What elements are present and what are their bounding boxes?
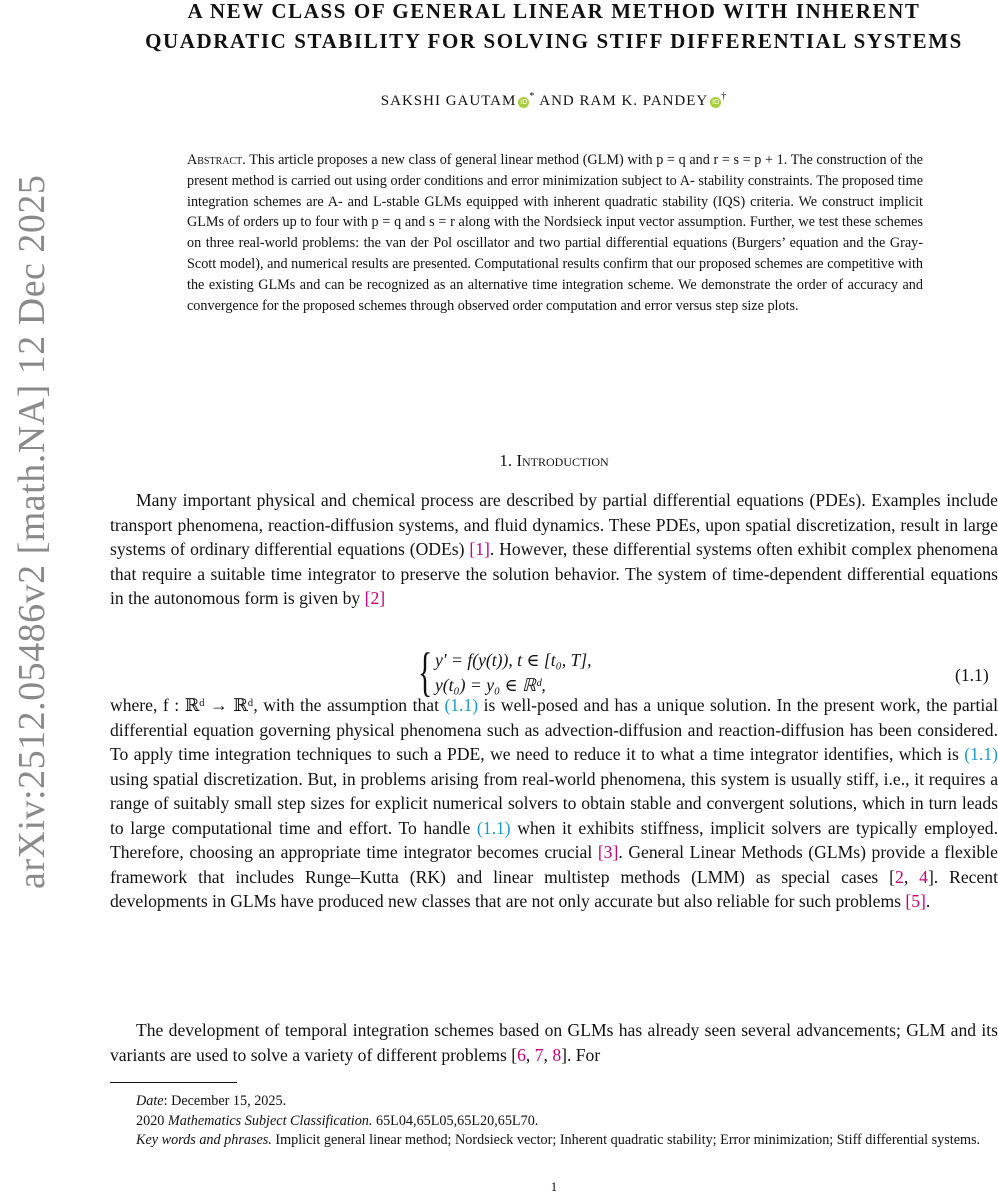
- author-1-mark: *: [529, 91, 536, 102]
- author-line: [110, 91, 998, 110]
- footnote-keywords-value: Implicit general linear method; Nordsieck vector; Inherent quadratic stability; Error minimization; Stiff differential systems.: [271, 1132, 981, 1149]
- arxiv-identifier-stamp[interactable]: arXiv:2512.05486v2 [math.NA] 12 Dec 2025: [11, 174, 53, 889]
- p3-text-b: ]. For: [561, 1044, 601, 1065]
- page-number: 1: [550, 1179, 558, 1194]
- abstract: [187, 150, 923, 316]
- section-number: 1.: [499, 451, 513, 470]
- citation-separator: ,: [543, 1044, 553, 1065]
- author-1-name: SAKSHI GAUTAM: [380, 93, 517, 109]
- footnote-date-label: Date: [136, 1093, 164, 1109]
- paragraph-2: [110, 693, 998, 914]
- p3-text-a: The development of temporal integration schemes based on GLMs has already seen several advancements; GLM and its variants are used to solve a variety of different problems [: [110, 1020, 998, 1065]
- equation-brace: {: [418, 642, 433, 702]
- footnote-msc-year: 2020: [136, 1112, 168, 1129]
- citation-link[interactable]: [3]: [597, 842, 619, 862]
- citation-separator: ,: [903, 866, 920, 887]
- equation-reference-link[interactable]: (1.1): [444, 695, 479, 715]
- abstract-text: This article proposes a new class of general linear method (GLM) with p = q and r = s = p + 1. The construction of the present method is carried out using order conditions and error minimization subject to A- stability constraints. The proposed time integration schemes are A- and L-stable GLMs equipped with inherent quadratic stability (IQS) criteria. We construct implicit GLMs of orders up to four with p = q and s = r along with the Nordsieck input vector assumption. Further, we test these schemes on three real-world problems: the van der Pol oscillator and two partial differential equations (Burgers’ equation and the Gray-Scott model), and numerical results are presented. Computational results confirm that our proposed schemes are competitive with the existing GLMs and can be recognized as an alternative time integration scheme. We demonstrate the order of accuracy and convergence for the proposed schemes through observed order computation and error versus step size plots.: [187, 152, 923, 314]
- citation-link[interactable]: [2]: [364, 588, 386, 608]
- footnote-divider: [110, 1082, 237, 1083]
- footnote-msc-value: 65L04,65L05,65L20,65L70.: [372, 1112, 539, 1129]
- section-heading: [110, 451, 998, 471]
- citation-link[interactable]: 6: [517, 1044, 526, 1065]
- p2-text-g: .: [925, 891, 931, 911]
- citation-separator: ,: [525, 1044, 535, 1065]
- equation-reference-link[interactable]: (1.1): [964, 744, 998, 764]
- equation-line-2: y(t₀) = y₀ ∈ ℝᵈ,: [435, 675, 546, 695]
- equation-reference-link[interactable]: (1.1): [476, 817, 511, 838]
- footnote-keywords-label: Key words and phrases.: [136, 1132, 272, 1149]
- paragraph-1: [110, 488, 998, 611]
- abstract-label: Abstract.: [187, 152, 246, 168]
- p2-text-e: . General Linear Methods (GLMs) provide a flexible framework that includes Runge–Kutta (RK) and linear multistep methods (LMM) as special cases [: [110, 842, 998, 887]
- equation-body: [435, 648, 592, 698]
- footnote-msc: [110, 1112, 998, 1132]
- footnote-keywords: [110, 1131, 998, 1151]
- title-line-1: A NEW CLASS OF GENERAL LINEAR METHOD WITH INHERENT: [187, 0, 921, 23]
- footnote-msc-label: Mathematics Subject Classification.: [167, 1112, 373, 1129]
- paper-title: [110, 0, 998, 56]
- equation-number: (1.1): [955, 665, 989, 685]
- section-title: Introduction: [516, 451, 609, 470]
- citation-link[interactable]: [1]: [469, 539, 490, 559]
- author-conjunction: AND: [539, 93, 575, 109]
- equation-line-1: y′ = f(y(t)), t ∈ [t₀, T],: [435, 650, 592, 670]
- orcid-icon[interactable]: iD: [712, 98, 720, 106]
- citation-link[interactable]: [5]: [905, 891, 926, 911]
- author-2-mark: †: [721, 91, 728, 102]
- citation-link[interactable]: 8: [552, 1044, 562, 1065]
- paragraph-3: [110, 1018, 998, 1067]
- citation-link[interactable]: 7: [534, 1044, 544, 1065]
- p2-text-f: ]. Recent developments in GLMs have produced new classes that are not only accurate but also reliable for such problems: [110, 866, 998, 911]
- footnotes: [110, 1092, 998, 1151]
- footnote-date: [110, 1092, 998, 1112]
- p1-text-a: Many important physical and chemical process are described by partial differential equations (PDEs). Examples include transport phenomena, reaction-diffusion systems, and fluid dynamics. These PDEs, upon spatial discretization, result in large systems of ordinary differential equations (ODEs): [110, 490, 998, 559]
- citation-link[interactable]: 4: [919, 866, 928, 887]
- p2-text-c: using spatial discretization. But, in problems arising from real-world phenomena, this system is usually stiff, i.e., it requires a range of suitably small step sizes for explicit numerical solvers to obtain stable and convergent solutions, which in turn leads to large computational time and effort. To handle: [110, 768, 998, 838]
- p2-text-d: when it exhibits stiffness, implicit solvers are typically employed. Therefore, choosing an appropriate time integrator becomes crucial: [110, 817, 998, 862]
- footnote-date-value: : December 15, 2025.: [163, 1093, 287, 1109]
- p1-text-b: . However, these differential systems often exhibit complex phenomena that require a suitable time integrator to preserve the solution behavior. The system of time-dependent differential equations in the autonomous form is given by: [110, 539, 998, 608]
- citation-link[interactable]: 2: [895, 866, 904, 887]
- p2-text-b: is well-posed and has a unique solution. In the present work, the partial differential equation governing physical phenomena such as advection-diffusion and reaction-diffusion has been considered. To apply time integration techniques to such a PDE, we need to reduce it to what a time integrator identifies, which is: [110, 695, 998, 764]
- author-2-name: RAM K. PANDEY: [579, 93, 709, 109]
- title-line-2: QUADRATIC STABILITY FOR SOLVING STIFF DIFFERENTIAL SYSTEMS: [145, 29, 963, 53]
- p2-text-a: where, f : ℝᵈ → ℝᵈ, with the assumption that: [110, 695, 445, 715]
- orcid-icon[interactable]: iD: [520, 98, 528, 106]
